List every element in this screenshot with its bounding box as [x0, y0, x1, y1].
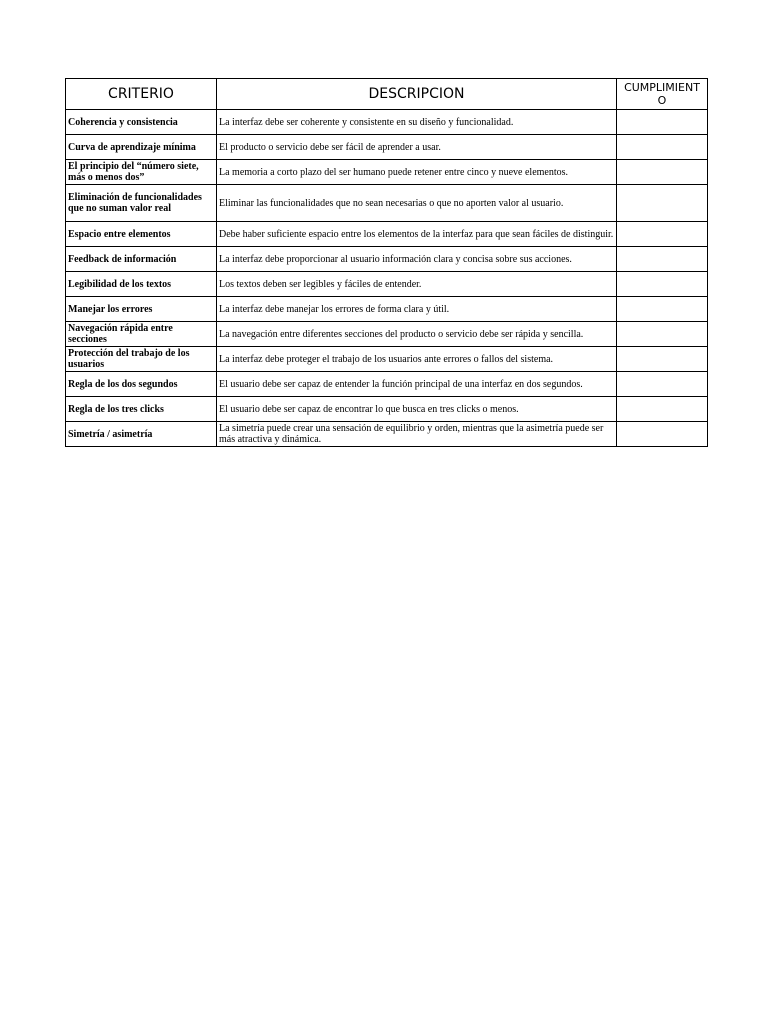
cumplimiento-cell[interactable]	[617, 185, 708, 222]
descripcion-cell: La interfaz debe ser coherente y consistente en su diseño y funcionalidad.	[217, 110, 617, 135]
criterio-cell: Eliminación de funcionalidades que no suman valor real	[66, 185, 217, 222]
cumplimiento-cell[interactable]	[617, 272, 708, 297]
criterio-cell: Navegación rápida entre secciones	[66, 322, 217, 347]
descripcion-cell: La interfaz debe proporcionar al usuario información clara y concisa sobre sus acciones.	[217, 247, 617, 272]
criterio-cell: Coherencia y consistencia	[66, 110, 217, 135]
header-cumplimiento: CUMPLIMIENTO	[617, 79, 708, 110]
cumplimiento-cell[interactable]	[617, 110, 708, 135]
criterio-cell: Manejar los errores	[66, 297, 217, 322]
criterio-cell: Regla de los tres clicks	[66, 397, 217, 422]
table-row	[66, 185, 708, 222]
table-row	[66, 397, 708, 422]
table-row	[66, 372, 708, 397]
table-row	[66, 347, 708, 372]
cumplimiento-cell[interactable]	[617, 322, 708, 347]
cumplimiento-cell[interactable]	[617, 397, 708, 422]
cumplimiento-cell[interactable]	[617, 422, 708, 447]
table-row	[66, 247, 708, 272]
descripcion-cell: La memoria a corto plazo del ser humano puede retener entre cinco y nueve elementos.	[217, 160, 617, 185]
criterio-cell: Legibilidad de los textos	[66, 272, 217, 297]
descripcion-cell: La interfaz debe proteger el trabajo de los usuarios ante errores o fallos del sistema.	[217, 347, 617, 372]
criteria-table	[65, 78, 708, 447]
table-row	[66, 135, 708, 160]
cumplimiento-cell[interactable]	[617, 297, 708, 322]
descripcion-cell: El producto o servicio debe ser fácil de aprender a usar.	[217, 135, 617, 160]
descripcion-cell: La simetría puede crear una sensación de equilibrio y orden, mientras que la asimetría puede ser más atractiva y dinámica.	[217, 422, 617, 447]
header-row	[66, 79, 708, 110]
descripcion-cell: Eliminar las funcionalidades que no sean necesarias o que no aporten valor al usuario.	[217, 185, 617, 222]
table-row	[66, 272, 708, 297]
descripcion-cell: El usuario debe ser capaz de entender la función principal de una interfaz en dos segundos.	[217, 372, 617, 397]
cumplimiento-cell[interactable]	[617, 347, 708, 372]
criterio-cell: Espacio entre elementos	[66, 222, 217, 247]
header-descripcion: DESCRIPCION	[217, 79, 617, 110]
criterio-cell: Regla de los dos segundos	[66, 372, 217, 397]
criterio-cell: Protección del trabajo de los usuarios	[66, 347, 217, 372]
descripcion-cell: Debe haber suficiente espacio entre los elementos de la interfaz para que sean fáciles de distinguir.	[217, 222, 617, 247]
table-row	[66, 297, 708, 322]
descripcion-cell: La navegación entre diferentes secciones del producto o servicio debe ser rápida y sencilla.	[217, 322, 617, 347]
descripcion-cell: La interfaz debe manejar los errores de forma clara y útil.	[217, 297, 617, 322]
cumplimiento-cell[interactable]	[617, 135, 708, 160]
cumplimiento-cell[interactable]	[617, 222, 708, 247]
descripcion-cell: El usuario debe ser capaz de encontrar lo que busca en tres clicks o menos.	[217, 397, 617, 422]
table-row	[66, 322, 708, 347]
criterio-cell: Curva de aprendizaje mínima	[66, 135, 217, 160]
table-row	[66, 160, 708, 185]
cumplimiento-cell[interactable]	[617, 372, 708, 397]
criterio-cell: Simetría / asimetría	[66, 422, 217, 447]
table-row	[66, 422, 708, 447]
cumplimiento-cell[interactable]	[617, 160, 708, 185]
cumplimiento-cell[interactable]	[617, 247, 708, 272]
table-row	[66, 110, 708, 135]
criterio-cell: Feedback de información	[66, 247, 217, 272]
table-row	[66, 222, 708, 247]
criterio-cell: El principio del “número siete, más o menos dos”	[66, 160, 217, 185]
header-criterio: CRITERIO	[66, 79, 217, 110]
descripcion-cell: Los textos deben ser legibles y fáciles de entender.	[217, 272, 617, 297]
